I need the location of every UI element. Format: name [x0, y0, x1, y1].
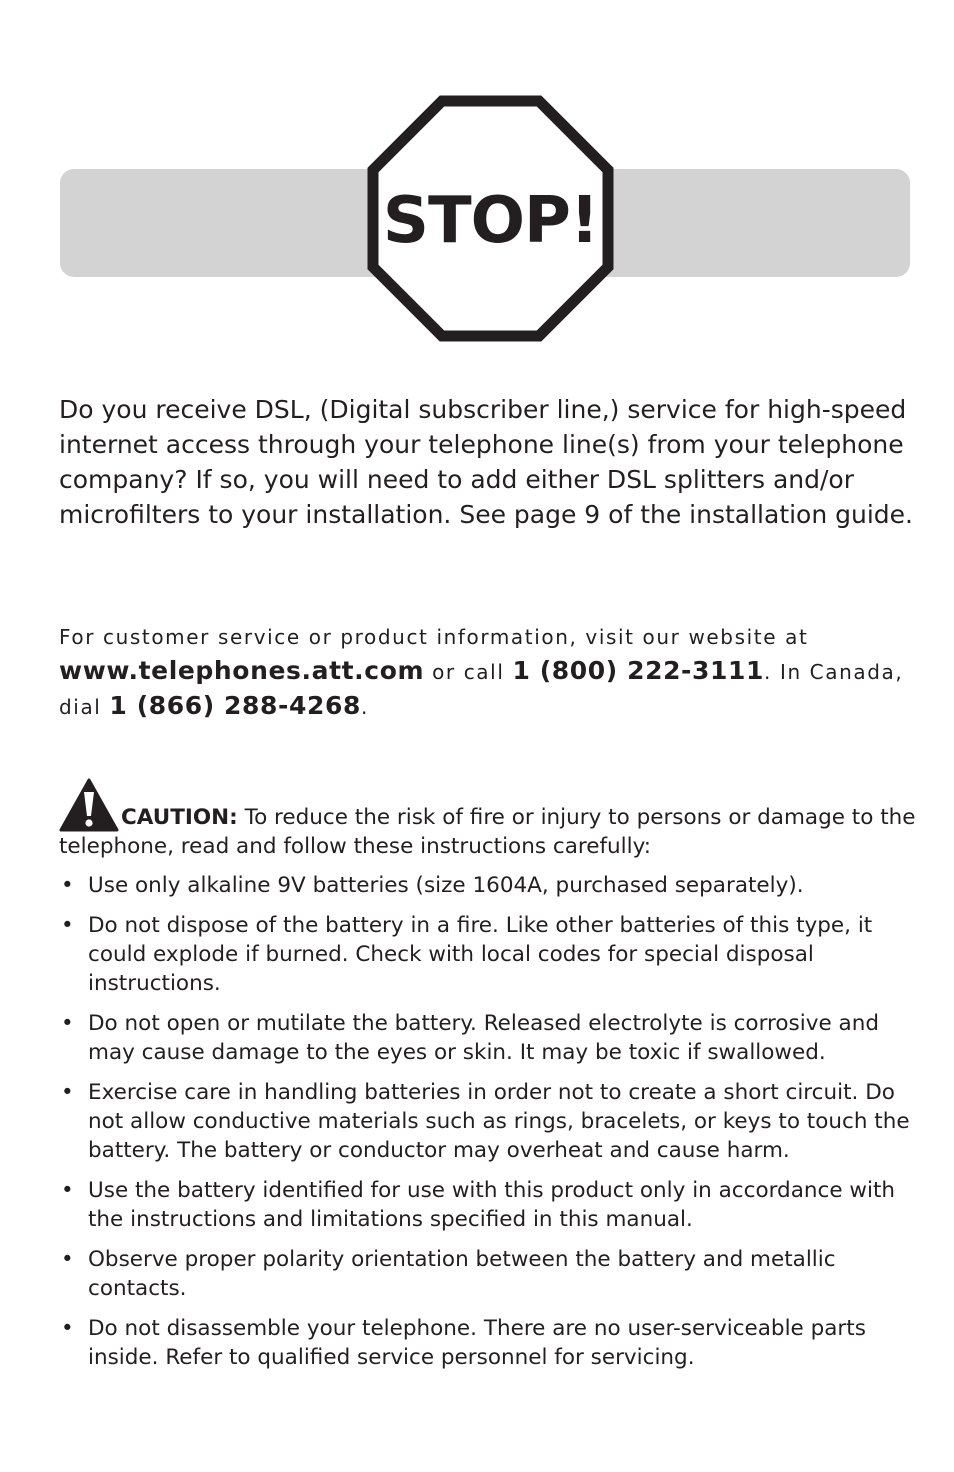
battery-safety-list [59, 871, 919, 1372]
bullet-icon: • [61, 1247, 74, 1272]
list-item [59, 871, 919, 900]
list-item-text: Do not open or mutilate the battery. Released electrolyte is corrosive and may cause damage to the eyes or skin. It may be toxic if swallowed. [88, 1011, 879, 1065]
dsl-notice: Do you receive DSL, (Digital subscriber line,) service for high-speed internet access through your telephone line(s) from your telephone company? If so, you will need to add either DSL splitters and/or microfilters to your installation. See page 9 of the installation guide. [59, 395, 914, 529]
caution-label: CAUTION: [121, 805, 238, 830]
list-item [59, 1245, 919, 1303]
list-item-text: Do not disassemble your telephone. There are no user-serviceable parts inside. Refer to qualified service personnel for servicing. [88, 1316, 866, 1370]
list-item [59, 1176, 919, 1234]
list-item-text: Observe proper polarity orientation between the battery and metallic contacts. [88, 1247, 836, 1301]
customer-service-info [59, 620, 919, 724]
caution-section [59, 778, 919, 1383]
us-phone-number: 1 (800) 222-3111 [512, 656, 765, 685]
website-link[interactable]: www.telephones.att.com [59, 656, 425, 685]
stop-heading: STOP! [382, 183, 599, 258]
bullet-icon: • [61, 1316, 74, 1341]
bullet-icon: • [61, 873, 74, 898]
warning-triangle-icon [59, 778, 119, 832]
bullet-icon: • [61, 1178, 74, 1203]
contact-canada-lead: . In Canada, dial [59, 660, 904, 719]
list-item [59, 1078, 919, 1165]
contact-end: . [361, 695, 369, 719]
contact-lead: For customer service or product information, visit our website at [59, 625, 809, 649]
list-item-text: Do not dispose of the battery in a fire. Like other batteries of this type, it could explode if burned. Check with local codes for special disposal instructions. [88, 913, 873, 996]
list-item [59, 1009, 919, 1067]
bullet-icon: • [61, 1011, 74, 1036]
list-item-text: Use only alkaline 9V batteries (size 1604A, purchased separately). [88, 873, 804, 898]
bullet-icon: • [61, 1080, 74, 1105]
list-item [59, 1314, 919, 1372]
list-item [59, 911, 919, 998]
caution-heading [59, 778, 919, 861]
bullet-icon: • [61, 913, 74, 938]
list-item-text: Exercise care in handling batteries in order not to create a short circuit. Do not allow conductive materials such as rings, bracelets, or keys to touch the battery. The battery or conductor may overheat and cause harm. [88, 1080, 910, 1163]
caution-intro: To reduce the risk of fire or injury to persons or damage to the telephone, read and follow these instructions carefully: [59, 805, 916, 859]
list-item-text: Use the battery identified for use with this product only in accordance with the instructions and limitations specified in this manual. [88, 1178, 896, 1232]
contact-or-call: or call [424, 660, 513, 684]
canada-phone-number: 1 (866) 288-4268 [109, 691, 362, 720]
